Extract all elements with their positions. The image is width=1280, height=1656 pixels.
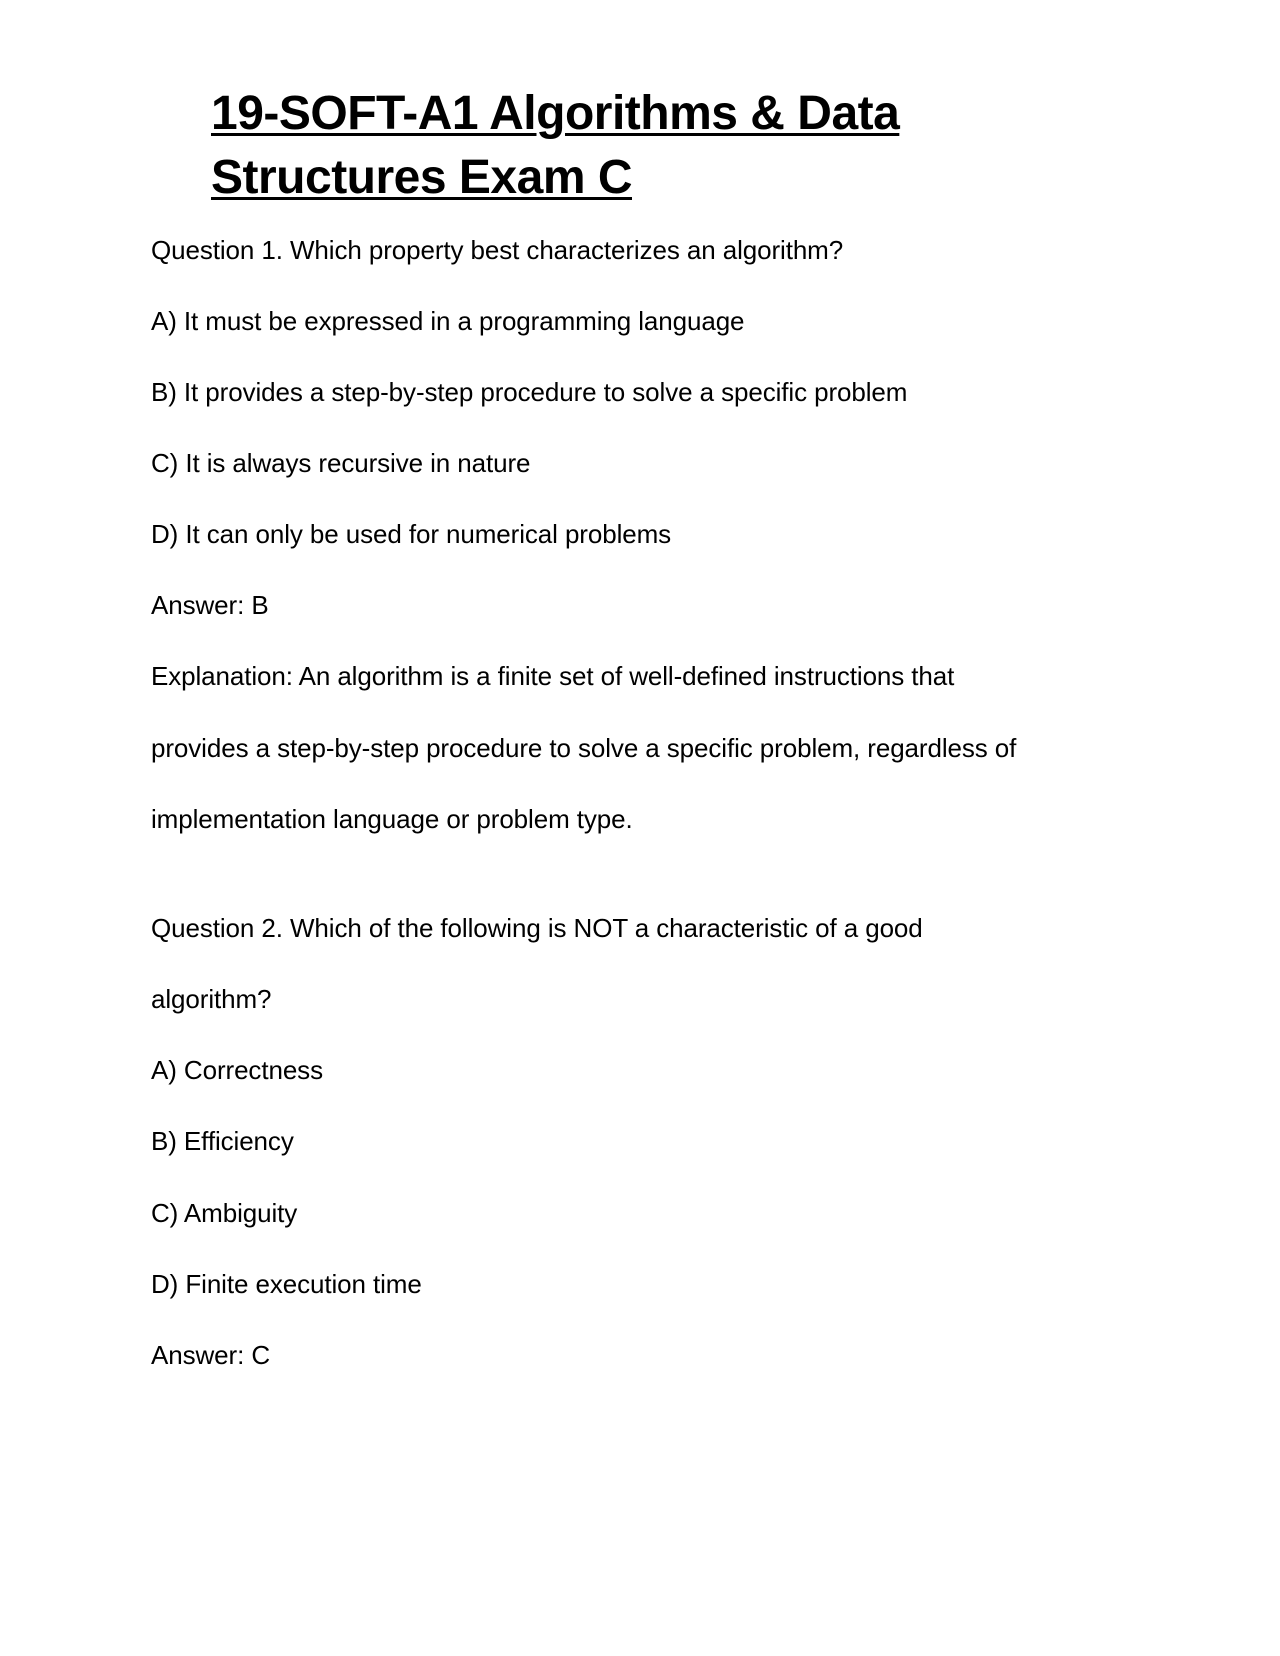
- title-line-2: Structures Exam C: [211, 151, 632, 204]
- question-1-option-c: C) It is always recursive in nature: [151, 448, 531, 478]
- document-title: [211, 82, 1111, 210]
- question-1-text: Question 1. Which property best characterizes an algorithm?: [151, 235, 844, 265]
- question-1-option-a: A) It must be expressed in a programming language: [151, 306, 745, 336]
- question-1-explanation-line-2: provides a step-by-step procedure to solve a specific problem, regardless of: [151, 733, 1017, 763]
- question-1-option-d: D) It can only be used for numerical problems: [151, 519, 672, 549]
- question-2-option-d: D) Finite execution time: [151, 1269, 422, 1299]
- question-1-explanation-line-1: Explanation: An algorithm is a finite set of well-defined instructions that: [151, 661, 955, 691]
- question-1-option-b: B) It provides a step-by-step procedure to solve a specific problem: [151, 377, 908, 407]
- question-1-answer: Answer: B: [151, 590, 269, 620]
- question-2-option-b: B) Efficiency: [151, 1126, 294, 1156]
- question-1-explanation-line-3: implementation language or problem type.: [151, 804, 633, 834]
- question-2-answer: Answer: C: [151, 1340, 271, 1370]
- question-2-option-c: C) Ambiguity: [151, 1198, 298, 1228]
- question-2-text-line-2: algorithm?: [151, 984, 272, 1014]
- title-line-1: 19-SOFT-A1 Algorithms & Data: [211, 87, 900, 140]
- question-2-option-a: A) Correctness: [151, 1055, 323, 1085]
- question-2-text-line-1: Question 2. Which of the following is NOT a characteristic of a good: [151, 913, 923, 943]
